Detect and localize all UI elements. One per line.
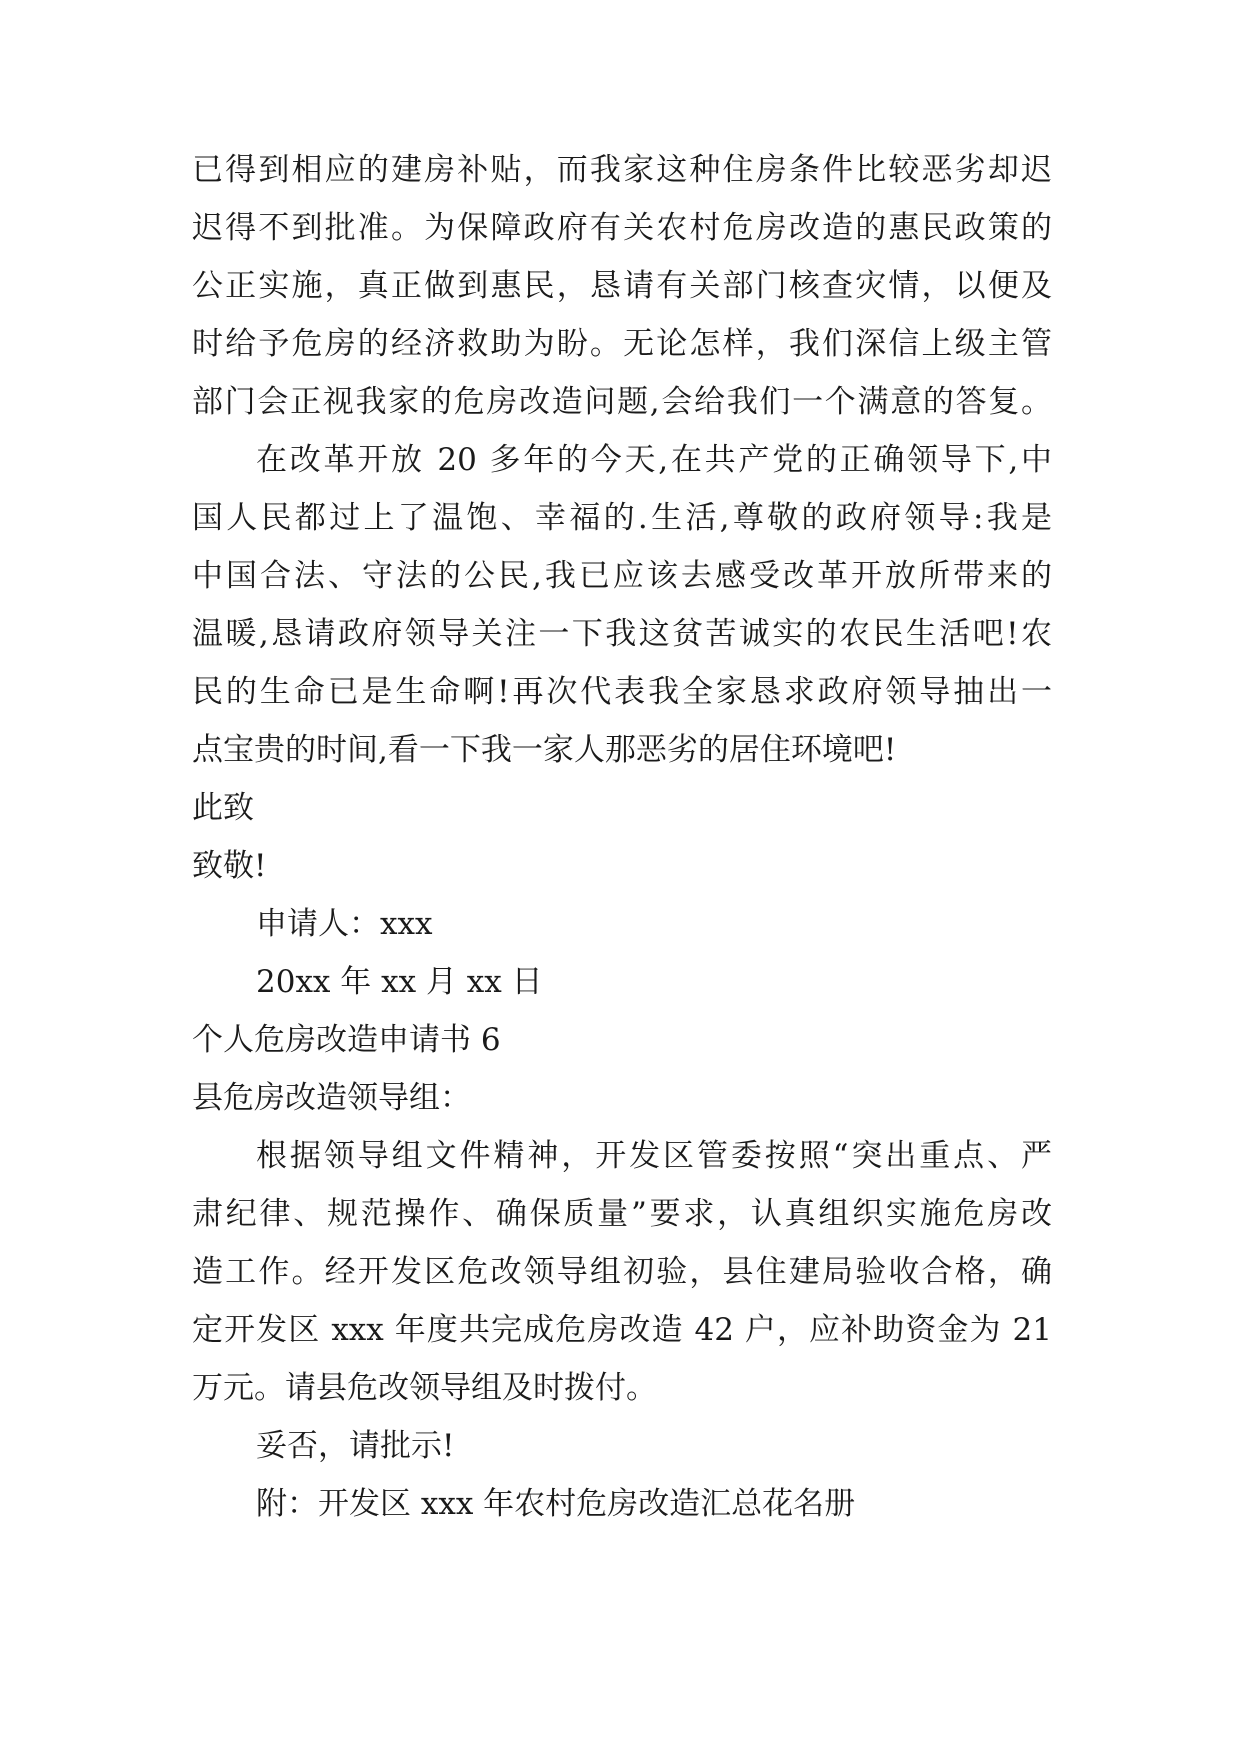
body-line-14: 造工作。经开发区危改领导组初验，县住建局验收合格，确 xyxy=(192,1254,1052,1290)
body-line-11: 点宝贵的时间,看一下我一家人那恶劣的居住环境吧! xyxy=(192,732,897,768)
body-line-9: 温暖,恳请政府领导关注一下我这贫苦诚实的农民生活吧!农 xyxy=(192,616,1052,652)
request-line: 妥否，请批示! xyxy=(256,1428,455,1464)
addressee: 县危房改造领导组： xyxy=(192,1080,471,1116)
date-line: 20xx 年 xx 月 xx 日 xyxy=(256,964,543,1000)
body-line-15: 定开发区 xxx 年度共完成危房改造 42 户，应补助资金为 21 xyxy=(192,1312,1052,1348)
body-line-6: 在改革开放 20 多年的今天,在共产党的正确领导下,中 xyxy=(256,442,1052,478)
body-line-12: 根据领导组文件精神，开发区管委按照“突出重点、严 xyxy=(256,1138,1052,1174)
section-title: 个人危房改造申请书 6 xyxy=(192,1022,501,1058)
closing-respect: 致敬! xyxy=(192,848,267,884)
body-line-2: 迟得不到批准。为保障政府有关农村危房改造的惠民政策的 xyxy=(192,210,1052,246)
applicant-line: 申请人：xxx xyxy=(256,906,433,942)
body-line-7: 国人民都过上了温饱、幸福的.生活,尊敬的政府领导:我是 xyxy=(192,500,1052,536)
body-line-3: 公正实施，真正做到惠民，恳请有关部门核查灾情，以便及 xyxy=(192,268,1052,304)
body-line-13: 肃纪律、规范操作、确保质量”要求，认真组织实施危房改 xyxy=(192,1196,1052,1232)
body-line-16: 万元。请县危改领导组及时拨付。 xyxy=(192,1370,657,1406)
body-line-10: 民的生命已是生命啊!再次代表我全家恳求政府领导抽出一 xyxy=(192,674,1052,710)
attachment-line: 附：开发区 xxx 年农村危房改造汇总花名册 xyxy=(256,1486,856,1522)
body-line-5: 部门会正视我家的危房改造问题,会给我们一个满意的答复。 xyxy=(192,384,1052,420)
body-line-8: 中国合法、守法的公民,我已应该去感受改革开放所带来的 xyxy=(192,558,1052,594)
body-line-1: 已得到相应的建房补贴，而我家这种住房条件比较恶劣却迟 xyxy=(192,152,1052,188)
closing-salutation: 此致 xyxy=(192,790,254,826)
body-line-4: 时给予危房的经济救助为盼。无论怎样，我们深信上级主管 xyxy=(192,326,1052,362)
